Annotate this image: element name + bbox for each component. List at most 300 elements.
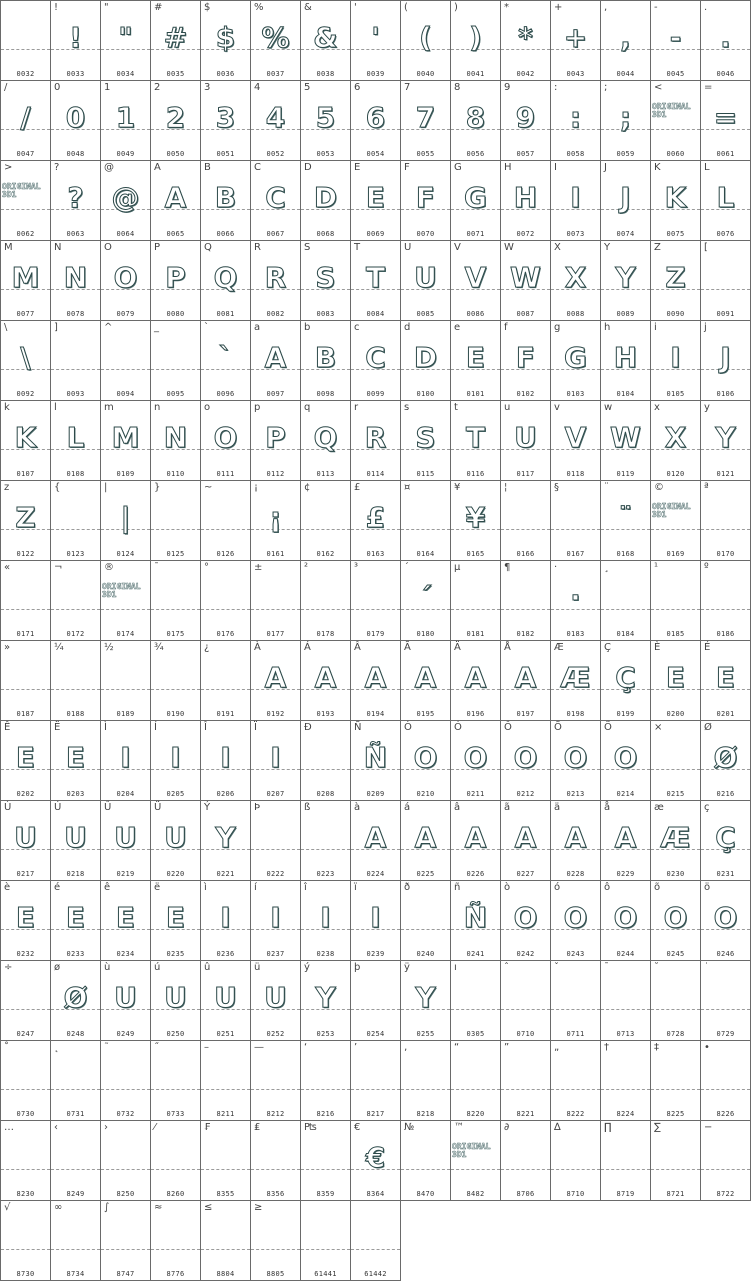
glyph-cell[interactable] bbox=[651, 161, 701, 241]
glyph-cell[interactable] bbox=[601, 241, 651, 321]
glyph-cell[interactable] bbox=[501, 561, 551, 641]
glyph-cell[interactable] bbox=[551, 721, 601, 801]
glyph-cell[interactable] bbox=[551, 561, 601, 641]
glyph-cell[interactable] bbox=[1, 1121, 51, 1201]
glyph-cell[interactable] bbox=[251, 801, 301, 881]
glyph-cell[interactable] bbox=[401, 641, 451, 721]
glyph-cell[interactable] bbox=[451, 721, 501, 801]
glyph-cell[interactable] bbox=[351, 1121, 401, 1201]
glyph-preview bbox=[601, 969, 650, 1015]
glyph-preview bbox=[201, 649, 250, 695]
glyph-cell[interactable] bbox=[701, 161, 751, 241]
glyph-cell[interactable] bbox=[51, 401, 101, 481]
glyph-cell[interactable] bbox=[101, 1, 151, 81]
char-code: 0087 bbox=[516, 310, 535, 318]
glyph-cell[interactable] bbox=[401, 801, 451, 881]
glyph-cell[interactable] bbox=[601, 161, 651, 241]
glyph-cell[interactable] bbox=[151, 1041, 201, 1121]
glyph-cell[interactable] bbox=[351, 161, 401, 241]
glyph-preview bbox=[501, 1049, 550, 1095]
glyph-preview: E bbox=[365, 181, 386, 214]
glyph-cell[interactable] bbox=[351, 961, 401, 1041]
glyph-cell[interactable] bbox=[301, 241, 351, 321]
glyph-cell[interactable] bbox=[501, 81, 551, 161]
glyph-cell[interactable] bbox=[601, 961, 651, 1041]
glyph-cell[interactable] bbox=[1, 401, 51, 481]
glyph-cell[interactable] bbox=[351, 721, 401, 801]
char-label: S bbox=[304, 242, 311, 253]
glyph-cell[interactable] bbox=[451, 961, 501, 1041]
glyph-cell[interactable] bbox=[551, 641, 601, 721]
glyph-cell[interactable] bbox=[51, 81, 101, 161]
glyph-preview: Ñ bbox=[463, 901, 488, 934]
glyph-cell[interactable] bbox=[151, 961, 201, 1041]
glyph-cell[interactable] bbox=[401, 321, 451, 401]
glyph-cell[interactable] bbox=[301, 81, 351, 161]
char-label: · bbox=[554, 562, 558, 573]
glyph-cell[interactable] bbox=[151, 241, 201, 321]
glyph-cell[interactable] bbox=[101, 561, 151, 641]
glyph-cell[interactable] bbox=[451, 401, 501, 481]
glyph-cell[interactable] bbox=[1, 1, 51, 81]
glyph-cell[interactable] bbox=[551, 481, 601, 561]
glyph-cell[interactable] bbox=[101, 81, 151, 161]
glyph-cell[interactable] bbox=[701, 721, 751, 801]
char-label: - bbox=[654, 2, 658, 13]
glyph-cell[interactable] bbox=[601, 641, 651, 721]
char-label: ñ bbox=[454, 882, 461, 893]
char-label: ê bbox=[104, 882, 111, 893]
glyph-cell[interactable] bbox=[101, 881, 151, 961]
glyph-cell[interactable] bbox=[401, 1121, 451, 1201]
char-label: k bbox=[4, 402, 10, 413]
glyph-cell[interactable] bbox=[501, 481, 551, 561]
glyph-cell[interactable] bbox=[451, 241, 501, 321]
glyph-cell[interactable] bbox=[51, 481, 101, 561]
char-label: “ bbox=[454, 1042, 460, 1053]
glyph-cell[interactable] bbox=[51, 801, 101, 881]
glyph-cell[interactable] bbox=[601, 881, 651, 961]
glyph-cell[interactable] bbox=[1, 1041, 51, 1121]
glyph-cell[interactable] bbox=[1, 1201, 51, 1281]
char-label: ₧ bbox=[304, 1122, 317, 1133]
glyph-cell[interactable] bbox=[601, 1121, 651, 1201]
glyph-cell[interactable] bbox=[101, 721, 151, 801]
char-code: 0165 bbox=[466, 550, 485, 558]
char-code: 0193 bbox=[316, 710, 335, 718]
glyph-cell[interactable] bbox=[351, 321, 401, 401]
glyph-cell[interactable] bbox=[51, 881, 101, 961]
glyph-cell[interactable] bbox=[51, 1, 101, 81]
glyph-cell[interactable] bbox=[601, 401, 651, 481]
glyph-cell[interactable] bbox=[201, 1201, 251, 1281]
glyph-cell[interactable] bbox=[51, 961, 101, 1041]
char-label: Ä bbox=[454, 642, 461, 653]
glyph-cell[interactable] bbox=[501, 241, 551, 321]
glyph-cell[interactable] bbox=[51, 721, 101, 801]
glyph-cell[interactable] bbox=[151, 881, 201, 961]
glyph-cell[interactable] bbox=[451, 1041, 501, 1121]
glyph-cell[interactable] bbox=[451, 561, 501, 641]
glyph-cell[interactable] bbox=[51, 321, 101, 401]
glyph-cell[interactable] bbox=[401, 81, 451, 161]
char-code: 0070 bbox=[416, 230, 435, 238]
glyph-cell[interactable] bbox=[1, 961, 51, 1041]
glyph-cell[interactable] bbox=[401, 1, 451, 81]
glyph-preview bbox=[201, 1209, 250, 1255]
glyph-cell[interactable] bbox=[701, 1, 751, 81]
glyph-cell[interactable] bbox=[101, 241, 151, 321]
char-code: 8250 bbox=[116, 1190, 135, 1198]
glyph-cell[interactable] bbox=[551, 321, 601, 401]
glyph-cell[interactable] bbox=[301, 481, 351, 561]
glyph-cell[interactable] bbox=[501, 881, 551, 961]
glyph-cell[interactable] bbox=[551, 961, 601, 1041]
glyph-cell[interactable] bbox=[551, 881, 601, 961]
glyph-cell[interactable] bbox=[201, 241, 251, 321]
char-code: 0121 bbox=[716, 470, 735, 478]
glyph-cell[interactable] bbox=[501, 721, 551, 801]
glyph-cell[interactable] bbox=[101, 641, 151, 721]
glyph-cell[interactable] bbox=[251, 1, 301, 81]
glyph-cell[interactable] bbox=[701, 641, 751, 721]
char-label: Ò bbox=[404, 722, 412, 733]
glyph-cell[interactable] bbox=[51, 1041, 101, 1121]
glyph-cell[interactable] bbox=[51, 641, 101, 721]
glyph-preview bbox=[701, 969, 750, 1015]
char-code: 0234 bbox=[116, 950, 135, 958]
glyph-cell[interactable] bbox=[301, 1, 351, 81]
glyph-cell[interactable] bbox=[301, 801, 351, 881]
glyph-cell[interactable] bbox=[451, 641, 501, 721]
glyph-cell[interactable] bbox=[1, 161, 51, 241]
glyph-cell[interactable] bbox=[201, 801, 251, 881]
glyph-cell[interactable] bbox=[701, 961, 751, 1041]
char-label: − bbox=[704, 1122, 713, 1133]
glyph-cell[interactable] bbox=[151, 801, 201, 881]
glyph-cell[interactable] bbox=[251, 1121, 301, 1201]
glyph-cell[interactable] bbox=[301, 1041, 351, 1121]
glyph-preview bbox=[451, 569, 500, 615]
glyph-cell[interactable] bbox=[401, 721, 451, 801]
glyph-cell[interactable] bbox=[401, 1041, 451, 1121]
glyph-cell[interactable] bbox=[301, 721, 351, 801]
glyph-cell[interactable] bbox=[1, 241, 51, 321]
char-label: ₣ bbox=[204, 1122, 211, 1133]
baseline-guide bbox=[651, 529, 700, 530]
glyph-cell[interactable] bbox=[651, 801, 701, 881]
glyph-cell[interactable] bbox=[201, 481, 251, 561]
char-code: 0076 bbox=[716, 230, 735, 238]
glyph-cell[interactable] bbox=[1, 561, 51, 641]
glyph-cell[interactable] bbox=[251, 1041, 301, 1121]
glyph-preview: C bbox=[365, 341, 386, 374]
char-code: 0120 bbox=[666, 470, 685, 478]
glyph-cell[interactable] bbox=[351, 801, 401, 881]
glyph-cell[interactable] bbox=[1, 721, 51, 801]
glyph-cell[interactable] bbox=[401, 241, 451, 321]
glyph-cell[interactable] bbox=[551, 1, 601, 81]
glyph-cell[interactable] bbox=[651, 321, 701, 401]
glyph-cell[interactable] bbox=[651, 81, 701, 161]
glyph-cell[interactable] bbox=[551, 161, 601, 241]
glyph-cell[interactable] bbox=[251, 961, 301, 1041]
glyph-cell[interactable] bbox=[201, 1121, 251, 1201]
glyph-cell[interactable] bbox=[301, 161, 351, 241]
glyph-cell[interactable] bbox=[701, 241, 751, 321]
glyph-cell[interactable] bbox=[201, 961, 251, 1041]
glyph-cell[interactable] bbox=[401, 481, 451, 561]
char-code: 0092 bbox=[16, 390, 35, 398]
glyph-cell[interactable] bbox=[151, 161, 201, 241]
glyph-cell[interactable] bbox=[201, 161, 251, 241]
glyph-cell[interactable] bbox=[251, 881, 301, 961]
glyph-cell[interactable] bbox=[301, 401, 351, 481]
glyph-cell[interactable] bbox=[501, 641, 551, 721]
glyph-cell[interactable] bbox=[1, 641, 51, 721]
glyph-cell[interactable] bbox=[401, 161, 451, 241]
glyph-cell[interactable] bbox=[251, 481, 301, 561]
glyph-cell[interactable] bbox=[151, 1201, 201, 1281]
glyph-cell[interactable] bbox=[701, 561, 751, 641]
glyph-preview: 3 bbox=[215, 101, 236, 134]
glyph-cell[interactable] bbox=[651, 481, 701, 561]
glyph-cell[interactable] bbox=[601, 801, 651, 881]
glyph-cell[interactable] bbox=[651, 881, 701, 961]
glyph-cell[interactable] bbox=[451, 1, 501, 81]
char-label: Ë bbox=[54, 722, 61, 733]
glyph-cell[interactable] bbox=[701, 481, 751, 561]
glyph-cell[interactable] bbox=[501, 401, 551, 481]
char-code: 0217 bbox=[16, 870, 35, 878]
glyph-cell[interactable] bbox=[251, 721, 301, 801]
glyph-cell[interactable] bbox=[701, 321, 751, 401]
char-label: D bbox=[304, 162, 312, 173]
glyph-cell[interactable] bbox=[651, 721, 701, 801]
glyph-cell[interactable] bbox=[401, 881, 451, 961]
glyph-cell[interactable] bbox=[151, 561, 201, 641]
glyph-cell[interactable] bbox=[601, 1041, 651, 1121]
glyph-cell[interactable] bbox=[151, 81, 201, 161]
glyph-cell[interactable] bbox=[651, 401, 701, 481]
glyph-cell[interactable] bbox=[401, 401, 451, 481]
char-label: ù bbox=[104, 962, 111, 973]
glyph-cell[interactable] bbox=[451, 161, 501, 241]
char-code: 0218 bbox=[66, 870, 85, 878]
glyph-cell[interactable] bbox=[201, 881, 251, 961]
glyph-cell[interactable] bbox=[501, 801, 551, 881]
glyph-cell[interactable] bbox=[201, 1, 251, 81]
glyph-cell[interactable] bbox=[51, 561, 101, 641]
char-label: Ú bbox=[54, 802, 62, 813]
glyph-preview: T bbox=[365, 261, 386, 294]
glyph-cell[interactable] bbox=[101, 1201, 151, 1281]
char-label: ‚ bbox=[404, 1042, 408, 1053]
glyph-cell[interactable] bbox=[201, 721, 251, 801]
glyph-cell[interactable] bbox=[701, 1121, 751, 1201]
glyph-cell[interactable] bbox=[451, 1121, 501, 1201]
glyph-cell[interactable] bbox=[151, 481, 201, 561]
glyph-cell[interactable] bbox=[51, 1121, 101, 1201]
char-code: 0068 bbox=[316, 230, 335, 238]
glyph-cell[interactable] bbox=[551, 1041, 601, 1121]
glyph-cell[interactable] bbox=[501, 161, 551, 241]
glyph-cell[interactable] bbox=[301, 1201, 351, 1281]
glyph-cell[interactable] bbox=[101, 1041, 151, 1121]
glyph-preview: 4 bbox=[265, 101, 286, 134]
glyph-cell[interactable] bbox=[401, 961, 451, 1041]
glyph-cell[interactable] bbox=[301, 561, 351, 641]
glyph-cell[interactable] bbox=[101, 481, 151, 561]
glyph-cell[interactable] bbox=[351, 561, 401, 641]
glyph-cell[interactable] bbox=[551, 801, 601, 881]
glyph-cell[interactable] bbox=[651, 1121, 701, 1201]
glyph-cell[interactable] bbox=[201, 321, 251, 401]
glyph-cell[interactable] bbox=[201, 1041, 251, 1121]
glyph-cell[interactable] bbox=[351, 1041, 401, 1121]
glyph-cell[interactable] bbox=[701, 881, 751, 961]
glyph-cell[interactable] bbox=[101, 961, 151, 1041]
glyph-cell[interactable] bbox=[501, 1, 551, 81]
glyph-cell[interactable] bbox=[301, 1121, 351, 1201]
glyph-cell[interactable] bbox=[251, 81, 301, 161]
glyph-cell[interactable] bbox=[551, 241, 601, 321]
glyph-preview bbox=[1, 569, 50, 615]
glyph-cell[interactable] bbox=[251, 641, 301, 721]
glyph-cell[interactable] bbox=[551, 401, 601, 481]
glyph-cell[interactable] bbox=[501, 1041, 551, 1121]
glyph-cell[interactable] bbox=[1, 321, 51, 401]
glyph-cell[interactable] bbox=[351, 881, 401, 961]
glyph-preview: Ø bbox=[63, 981, 88, 1014]
glyph-preview: Ç bbox=[715, 821, 736, 854]
glyph-preview: E bbox=[465, 341, 486, 374]
glyph-cell[interactable] bbox=[301, 641, 351, 721]
glyph-cell[interactable] bbox=[201, 81, 251, 161]
glyph-cell[interactable] bbox=[401, 561, 451, 641]
glyph-cell[interactable] bbox=[351, 1, 401, 81]
glyph-cell[interactable] bbox=[1, 81, 51, 161]
glyph-cell[interactable] bbox=[451, 321, 501, 401]
char-code: 8734 bbox=[66, 1270, 85, 1278]
glyph-cell[interactable] bbox=[201, 641, 251, 721]
glyph-cell[interactable] bbox=[451, 81, 501, 161]
glyph-cell[interactable] bbox=[351, 401, 401, 481]
glyph-cell[interactable] bbox=[351, 481, 401, 561]
glyph-cell[interactable] bbox=[451, 801, 501, 881]
glyph-cell[interactable] bbox=[451, 481, 501, 561]
glyph-preview: W bbox=[510, 261, 541, 294]
glyph-cell[interactable] bbox=[51, 161, 101, 241]
char-label: ∂ bbox=[504, 1122, 510, 1133]
glyph-cell[interactable] bbox=[701, 801, 751, 881]
glyph-cell[interactable] bbox=[601, 81, 651, 161]
glyph-cell[interactable] bbox=[601, 1, 651, 81]
glyph-cell[interactable] bbox=[651, 961, 701, 1041]
glyph-cell[interactable] bbox=[101, 1121, 151, 1201]
glyph-cell[interactable] bbox=[701, 81, 751, 161]
glyph-cell[interactable] bbox=[251, 401, 301, 481]
glyph-cell[interactable] bbox=[651, 561, 701, 641]
glyph-cell[interactable] bbox=[101, 321, 151, 401]
glyph-cell[interactable] bbox=[351, 241, 401, 321]
char-label: Ç bbox=[604, 642, 611, 653]
glyph-cell[interactable] bbox=[651, 641, 701, 721]
glyph-cell[interactable] bbox=[251, 321, 301, 401]
glyph-cell[interactable] bbox=[351, 81, 401, 161]
glyph-cell[interactable] bbox=[501, 321, 551, 401]
glyph-preview: " bbox=[118, 21, 133, 54]
glyph-cell[interactable] bbox=[151, 401, 201, 481]
glyph-cell[interactable] bbox=[601, 481, 651, 561]
char-code: 0210 bbox=[416, 790, 435, 798]
glyph-cell[interactable] bbox=[501, 1121, 551, 1201]
glyph-cell[interactable] bbox=[51, 241, 101, 321]
glyph-cell[interactable] bbox=[651, 241, 701, 321]
glyph-cell[interactable] bbox=[251, 241, 301, 321]
glyph-cell[interactable] bbox=[301, 881, 351, 961]
glyph-cell[interactable] bbox=[151, 721, 201, 801]
glyph-cell[interactable] bbox=[451, 881, 501, 961]
glyph-cell[interactable] bbox=[251, 1201, 301, 1281]
glyph-cell[interactable] bbox=[551, 81, 601, 161]
glyph-cell[interactable] bbox=[651, 1041, 701, 1121]
glyph-cell[interactable] bbox=[701, 401, 751, 481]
glyph-cell[interactable] bbox=[51, 1201, 101, 1281]
char-code: 0223 bbox=[316, 870, 335, 878]
glyph-cell[interactable] bbox=[601, 561, 651, 641]
glyph-cell[interactable] bbox=[601, 321, 651, 401]
glyph-cell[interactable] bbox=[101, 801, 151, 881]
glyph-cell[interactable] bbox=[151, 1121, 201, 1201]
glyph-cell[interactable] bbox=[201, 401, 251, 481]
glyph-cell[interactable] bbox=[151, 321, 201, 401]
glyph-cell[interactable] bbox=[301, 961, 351, 1041]
char-code: 0098 bbox=[316, 390, 335, 398]
char-label: Ï bbox=[254, 722, 257, 733]
glyph-cell[interactable] bbox=[701, 1041, 751, 1121]
glyph-cell[interactable] bbox=[201, 561, 251, 641]
char-code: 0190 bbox=[166, 710, 185, 718]
glyph-cell[interactable] bbox=[1, 481, 51, 561]
char-code: 0710 bbox=[516, 1030, 535, 1038]
char-code: 0163 bbox=[366, 550, 385, 558]
glyph-cell[interactable] bbox=[1, 881, 51, 961]
glyph-preview: G bbox=[564, 341, 587, 374]
char-label: F bbox=[404, 162, 410, 173]
glyph-preview bbox=[101, 329, 150, 375]
glyph-cell[interactable] bbox=[1, 801, 51, 881]
glyph-cell[interactable] bbox=[151, 1, 201, 81]
glyph-cell[interactable] bbox=[551, 1121, 601, 1201]
glyph-cell[interactable] bbox=[101, 161, 151, 241]
glyph-cell[interactable] bbox=[651, 1, 701, 81]
glyph-cell[interactable] bbox=[351, 641, 401, 721]
glyph-cell[interactable] bbox=[151, 641, 201, 721]
glyph-cell[interactable] bbox=[101, 401, 151, 481]
glyph-cell[interactable] bbox=[251, 161, 301, 241]
glyph-preview: O bbox=[463, 741, 488, 774]
glyph-preview bbox=[401, 1129, 450, 1175]
char-label: ∑ bbox=[654, 1122, 661, 1133]
glyph-cell[interactable] bbox=[301, 321, 351, 401]
glyph-preview: I bbox=[370, 901, 381, 934]
glyph-cell[interactable] bbox=[251, 561, 301, 641]
glyph-cell[interactable] bbox=[351, 1201, 401, 1281]
glyph-preview: , bbox=[620, 21, 631, 54]
glyph-cell[interactable] bbox=[501, 961, 551, 1041]
glyph-cell[interactable] bbox=[601, 721, 651, 801]
